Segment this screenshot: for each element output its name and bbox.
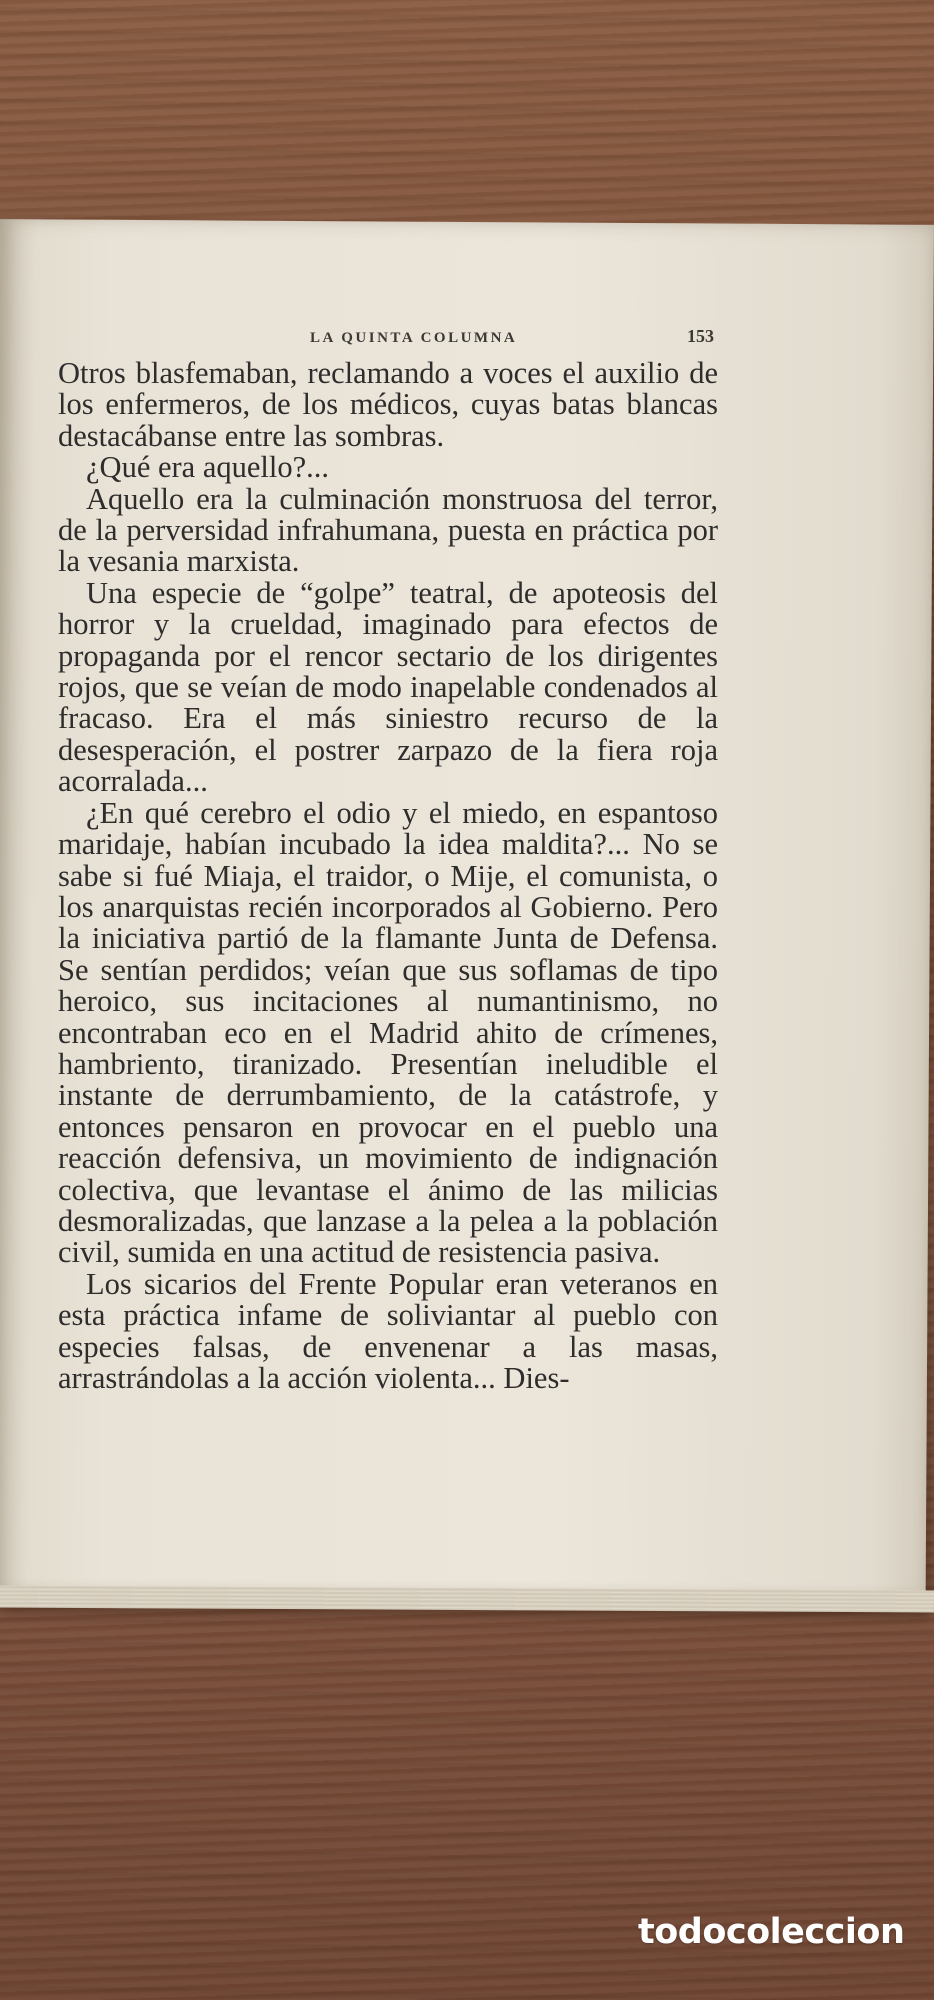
body-text (58, 358, 718, 1394)
running-title: LA QUINTA COLUMNA (310, 330, 518, 346)
watermark-logo: todocoleccion (638, 1912, 905, 1952)
paragraph: Una especie de “golpe” teatral, de apoteosis del horror y la crueldad, imaginado para efectos de propaganda por el rencor sectario de los dirigentes rojos, que se veían de modo inapelable condenados al fracaso. Era el más siniestro recurso de la desesperación, el postrer zarpazo de la fiera roja acorralada... (58, 575, 718, 799)
page-number: 153 (687, 326, 714, 346)
paragraph: ¿Qué era aquello?... (86, 450, 330, 485)
running-header (310, 326, 714, 347)
paragraph: ¿En qué cerebro el odio y el miedo, en espantoso maridaje, habían incubado la idea maldita?... No se sabe si fué Miaja, el traidor, o Mije, el comunista, o los anarquistas recién incorporados al Gobierno. Pero la iniciativa partió de la flamante Junta de Defensa. Se sentían perdidos; veían que sus soflamas de tipo heroico, sus incitaciones al numantinismo, no encontraban eco en el Madrid ahito de crímenes, hambriento, tiranizado. Presentían ineludible el instante de derrumbamiento, de la catástrofe, y entonces pensaron en provocar en el pueblo una reacción defensiva, un movimiento de indignación colectiva, que levantase el ánimo de las milicias desmoralizadas, que lanzase a la pelea a la población civil, sumida en una actitud de resistencia pasiva. (58, 795, 718, 1270)
paragraph: Los sicarios del Frente Popular eran veteranos en esta práctica infame de soliviantar al pueblo con especies falsas, de envenenar a las masas, arrastrándolas a la acción violenta... Dies- (58, 1266, 718, 1395)
paragraph: Otros blasfemaban, reclamando a voces el auxilio de los enfermeros, de los médicos, cuyas batas blancas destacábanse entre las sombras. (58, 356, 718, 453)
paragraph: Aquello era la culminación monstruosa del terror, de la perversidad infrahumana, puesta en práctica por la vesania marxista. (58, 481, 718, 579)
